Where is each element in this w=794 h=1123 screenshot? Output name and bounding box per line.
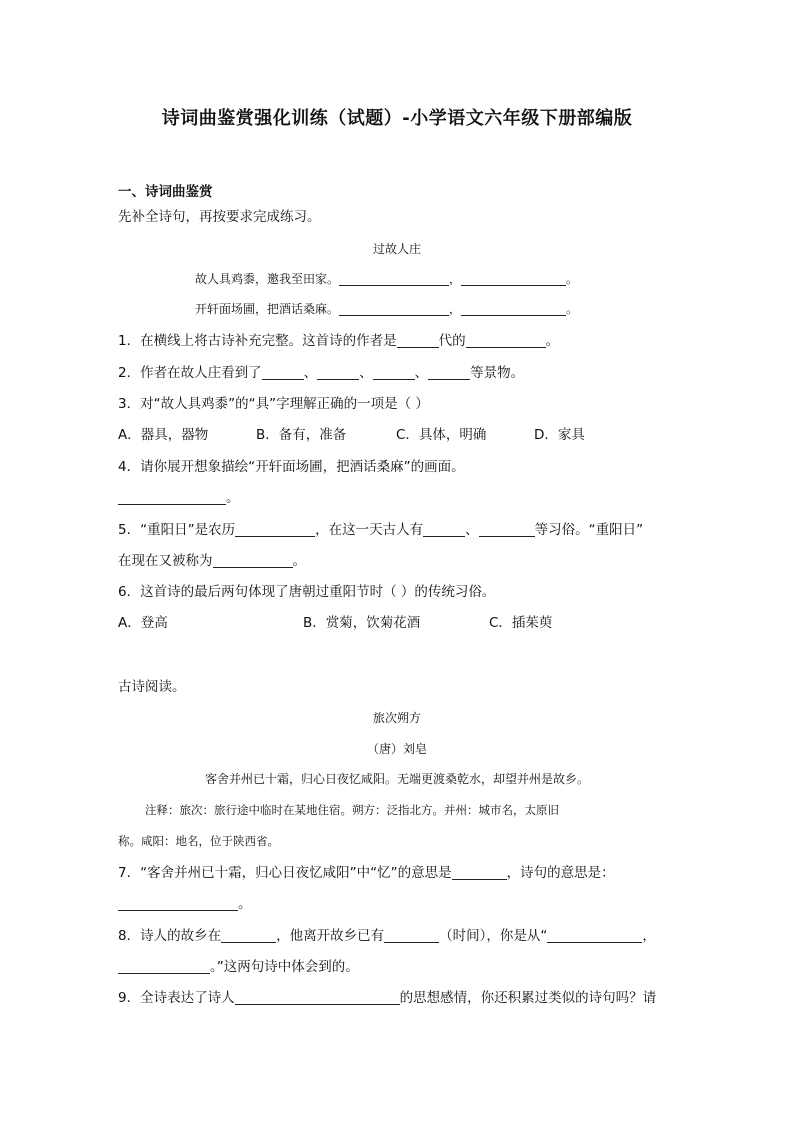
question-7-answer: 。 — [118, 895, 252, 913]
question-4: 4．请你展开想象描绘“开轩面场圃，把酒话桑麻”的画面。 — [118, 459, 465, 475]
answer-blank[interactable] — [479, 522, 535, 537]
question-5-cont: 在现在又被称为 。 — [118, 553, 306, 569]
answer-blank[interactable] — [118, 896, 238, 911]
annotation-cont: 称。咸阳：地名，位于陕西省。 — [118, 834, 279, 848]
answer-blank[interactable] — [461, 271, 566, 286]
option-b[interactable]: B．备有，准备 — [256, 427, 347, 443]
question-4-answer: 。 — [118, 489, 240, 507]
answer-blank[interactable] — [235, 522, 315, 537]
answer-blank[interactable] — [213, 553, 293, 568]
answer-blank[interactable] — [466, 333, 546, 348]
question-3: 3．对“故人具鸡黍”的“具”字理解正确的一项是（ ） — [118, 396, 429, 412]
option-d[interactable]: D．家具 — [534, 427, 585, 443]
question-8-cont: 。”这两句诗中体会到的。 — [118, 958, 359, 976]
question-7: 7．“客舍并州已十霜，归心日夜忆咸阳”中“忆”的意思是 ，诗句的意思是： — [118, 865, 615, 881]
question-9: 9．全诗表达了诗人 的思想感情，你还积累过类似的诗句吗？请 — [118, 990, 657, 1006]
answer-blank[interactable] — [547, 928, 642, 943]
answer-blank[interactable] — [423, 522, 465, 537]
annotation: 注释：旅次：旅行途中临时在某地住宿。朔方：泛指北方。并州：城市名，太原旧 — [145, 803, 559, 817]
answer-blank[interactable] — [339, 301, 449, 316]
answer-blank[interactable] — [461, 301, 566, 316]
section-intro: 古诗阅读。 — [118, 679, 186, 695]
option-a[interactable]: A．器具，器物 — [118, 427, 209, 443]
answer-blank[interactable] — [118, 959, 210, 974]
option-c[interactable]: C．具体，明确 — [396, 427, 487, 443]
answer-blank[interactable] — [118, 490, 226, 505]
answer-blank[interactable] — [428, 365, 470, 380]
question-6: 6．这首诗的最后两句体现了唐朝过重阳节时（ ）的传统习俗。 — [118, 584, 496, 600]
answer-blank[interactable] — [339, 271, 449, 286]
question-2: 2．作者在故人庄看到了 、 、 、 等景物。 — [118, 365, 525, 381]
question-6-options — [118, 614, 552, 632]
answer-blank[interactable] — [384, 928, 439, 943]
answer-blank[interactable] — [452, 865, 507, 880]
poem-line-2: 开轩面场圃，把酒话桑麻。 ， 。 — [195, 302, 579, 316]
poem-line-1: 故人具鸡黍，邀我至田家。 ， 。 — [195, 272, 579, 286]
option-a[interactable]: A．登高 — [118, 615, 168, 631]
question-3-options — [118, 426, 585, 444]
page-title: 诗词曲鉴赏强化训练（试题）-小学语文六年级下册部编版 — [161, 108, 633, 129]
poem-text: 客舍并州已十霜，归心日夜忆咸阳。无端更渡桑乾水，却望并州是故乡。 — [204, 772, 589, 786]
question-8: 8．诗人的故乡在 ，他离开故乡已有 （时间），你是从“ ， — [118, 928, 656, 944]
answer-blank[interactable] — [262, 365, 304, 380]
section-heading: 一、诗词曲鉴赏 — [118, 184, 213, 200]
question-5: 5．“重阳日”是农历 ，在这一天古人有 、 等习俗。“重阳日” — [118, 522, 644, 538]
question-1: 1．在横线上将古诗补充完整。这首诗的作者是 代的 。 — [118, 333, 560, 349]
answer-blank[interactable] — [397, 333, 439, 348]
answer-blank[interactable] — [235, 990, 400, 1005]
answer-blank[interactable] — [317, 365, 359, 380]
instruction: 先补全诗句，再按要求完成练习。 — [118, 209, 321, 225]
answer-blank[interactable] — [373, 365, 415, 380]
option-b[interactable]: B．赏菊，饮菊花酒 — [303, 615, 421, 631]
poem-title: 旅次朔方 — [372, 711, 421, 725]
poem-author: （唐）刘皂 — [366, 742, 427, 756]
poem-title: 过故人庄 — [372, 242, 421, 256]
option-c[interactable]: C．插茱萸 — [489, 615, 553, 631]
answer-blank[interactable] — [221, 928, 276, 943]
